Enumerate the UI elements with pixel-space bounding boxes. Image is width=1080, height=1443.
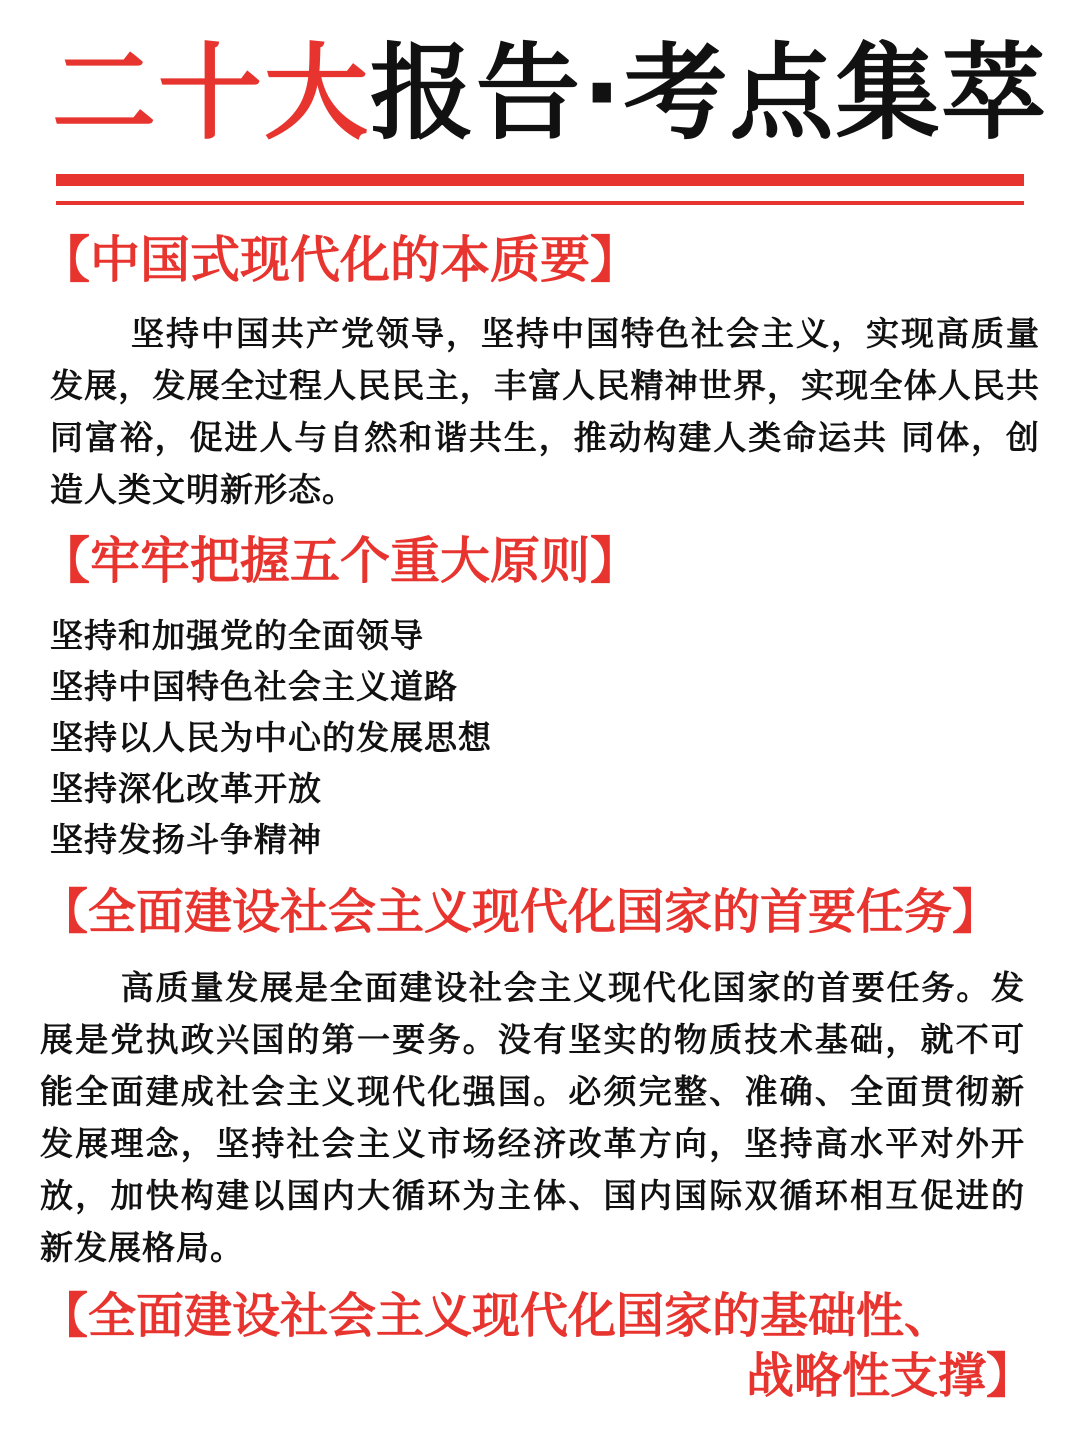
section-body-essence-text: 坚持中国共产党领导，坚持中国特色社会主义，实现高质量发展，发展全过程人民民主，丰富人民精神世界，实现全体人民共同富裕，促进人与自然和谐共生，推动构建人类命运共 同体，创造人类文明新形态。 bbox=[50, 314, 1040, 509]
title-underline-thick bbox=[56, 174, 1024, 186]
title-underline-thin bbox=[56, 201, 1024, 205]
section-body-essence bbox=[50, 308, 1040, 516]
list-item: 坚持深化改革开放 bbox=[50, 769, 322, 808]
section-body-primary-task-text: 高质量发展是全面建设社会主义现代化国家的首要任务。发展是党执政兴国的第一要务。没有坚实的物质技术基础，就不可能全面建成社会主义现代化强国。必须完整、准确、全面贯彻新发展理念，坚持社会主义市场经济改革方向，坚持高水平对外开放，加快构建以国内大循环为主体、国内国际双循环相互促进的新发展格局。 bbox=[40, 968, 1025, 1267]
section-heading-support-line2: 战略性支撑】 bbox=[745, 1348, 1034, 1404]
list-item: 坚持发扬斗争精神 bbox=[50, 820, 322, 859]
principles-list bbox=[50, 610, 492, 865]
section-heading-principles: 【牢牢把握五个重大原则】 bbox=[40, 532, 640, 590]
section-heading-support-line1: 【全面建设社会主义现代化国家的基础性、 bbox=[40, 1288, 953, 1344]
page-title bbox=[52, 28, 1048, 158]
list-item: 坚持以人民为中心的发展思想 bbox=[50, 718, 492, 757]
section-body-primary-task bbox=[40, 962, 1025, 1274]
title-red-part: 二十大 bbox=[52, 32, 371, 154]
list-item: 坚持中国特色社会主义道路 bbox=[50, 667, 458, 706]
section-heading-essence: 【中国式现代化的本质要】 bbox=[40, 231, 640, 289]
title-black-part: 报告·考点集萃 bbox=[370, 32, 1048, 154]
section-heading-primary-task: 【全面建设社会主义现代化国家的首要任务】 bbox=[40, 884, 1001, 940]
list-item: 坚持和加强党的全面领导 bbox=[50, 616, 424, 655]
